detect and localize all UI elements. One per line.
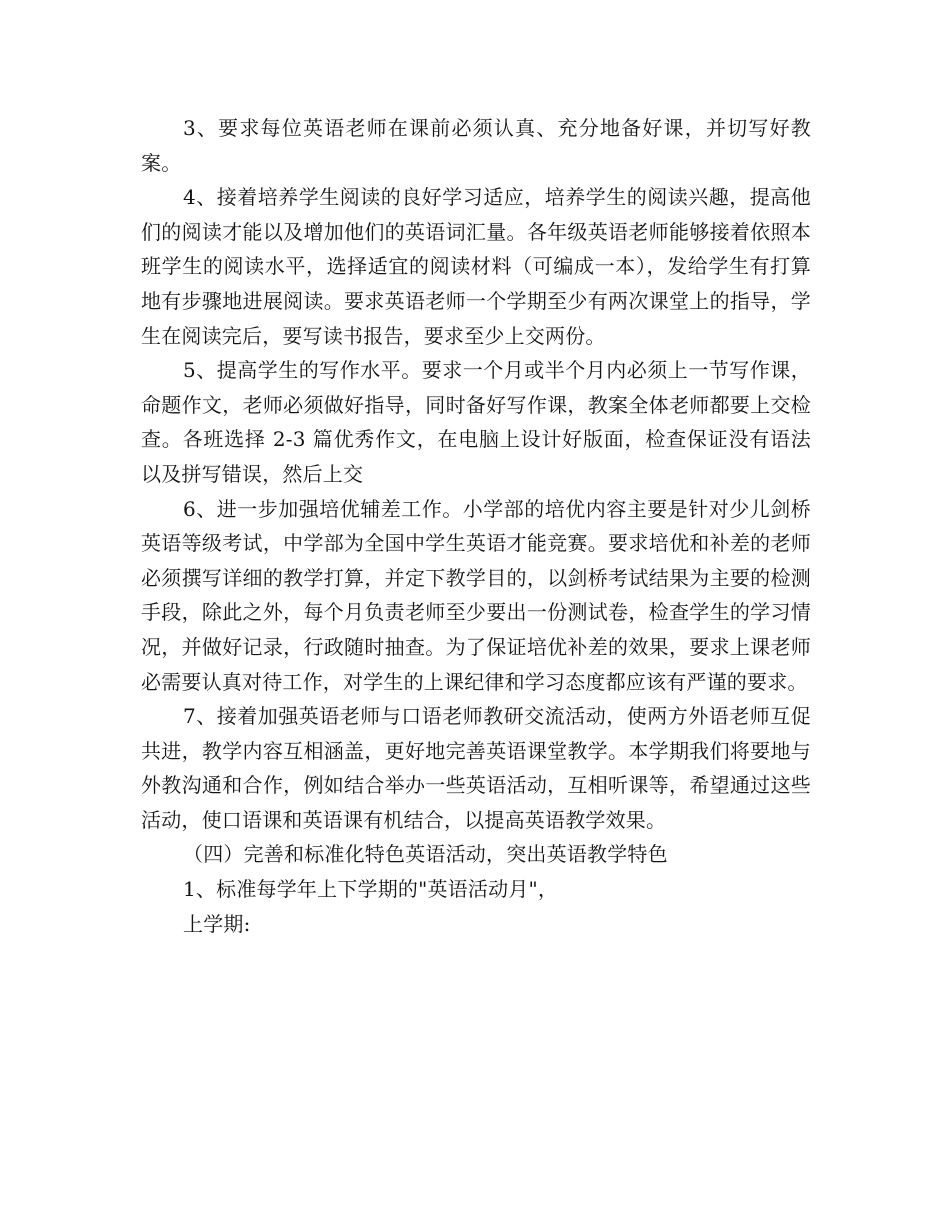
paragraph-item-7: 7、接着加强英语老师与口语老师教研交流活动，使两方外语老师互促共进，教学内容互相涵盖，更好地完善英语课堂教学。本学期我们将要地与外教沟通和合作，例如结合举办一些英语活动，互相听课等，希望通过这些活动，使口语课和英语课有机结合，以提高英语教学效果。 xyxy=(141,704,811,832)
paragraph-item-6: 6、进一步加强培优辅差工作。小学部的培优内容主要是针对少儿剑桥英语等级考试，中学部为全国中学生英语才能竞赛。要求培优和补差的老师必须撰写详细的教学打算，并定下教学目的，以剑桥考试结果为主要的检测手段，除此之外，每个月负责老师至少要出一份测试卷，检查学生的学习情况，并做好记录，行政随时抽查。为了保证培优补差的效果，要求上课老师必需要认真对待工作，对学生的上课纪律和学习态度都应该有严谨的要求。 xyxy=(141,496,811,694)
paragraph-item-5: 5、提高学生的写作水平。要求一个月或半个月内必须上一节写作课，命题作文，老师必须做好指导，同时备好写作课，教案全体老师都要上交检查。各班选择 2-3 篇优秀作文，在电脑上设计好版面，检查保证没有语法以及拼写错误，然后上交 xyxy=(141,358,811,486)
section-heading: （四）完善和标准化特色英语活动，突出英语教学特色 xyxy=(183,842,668,867)
document-page xyxy=(141,111,811,941)
paragraph-item-4: 4、接着培养学生阅读的良好学习适应，培养学生的阅读兴趣，提高他们的阅读才能以及增加他们的英语词汇量。各年级英语老师能够接着依照本班学生的阅读水平，选择适宜的阅读材料（可编成一本），发给学生有打算地有步骤地进展阅读。要求英语老师一个学期至少有两次课堂上的指导，学生在阅读完后，要写读书报告，要求至少上交两份。 xyxy=(141,185,811,348)
paragraph-item-3: 3、要求每位英语老师在课前必须认真、充分地备好课，并切写好教案。 xyxy=(141,116,811,175)
list-item-activity-month: 1、标准每学年上下学期的"英语活动月"， xyxy=(183,877,559,902)
subheading-first-semester: 上学期: xyxy=(183,911,251,936)
